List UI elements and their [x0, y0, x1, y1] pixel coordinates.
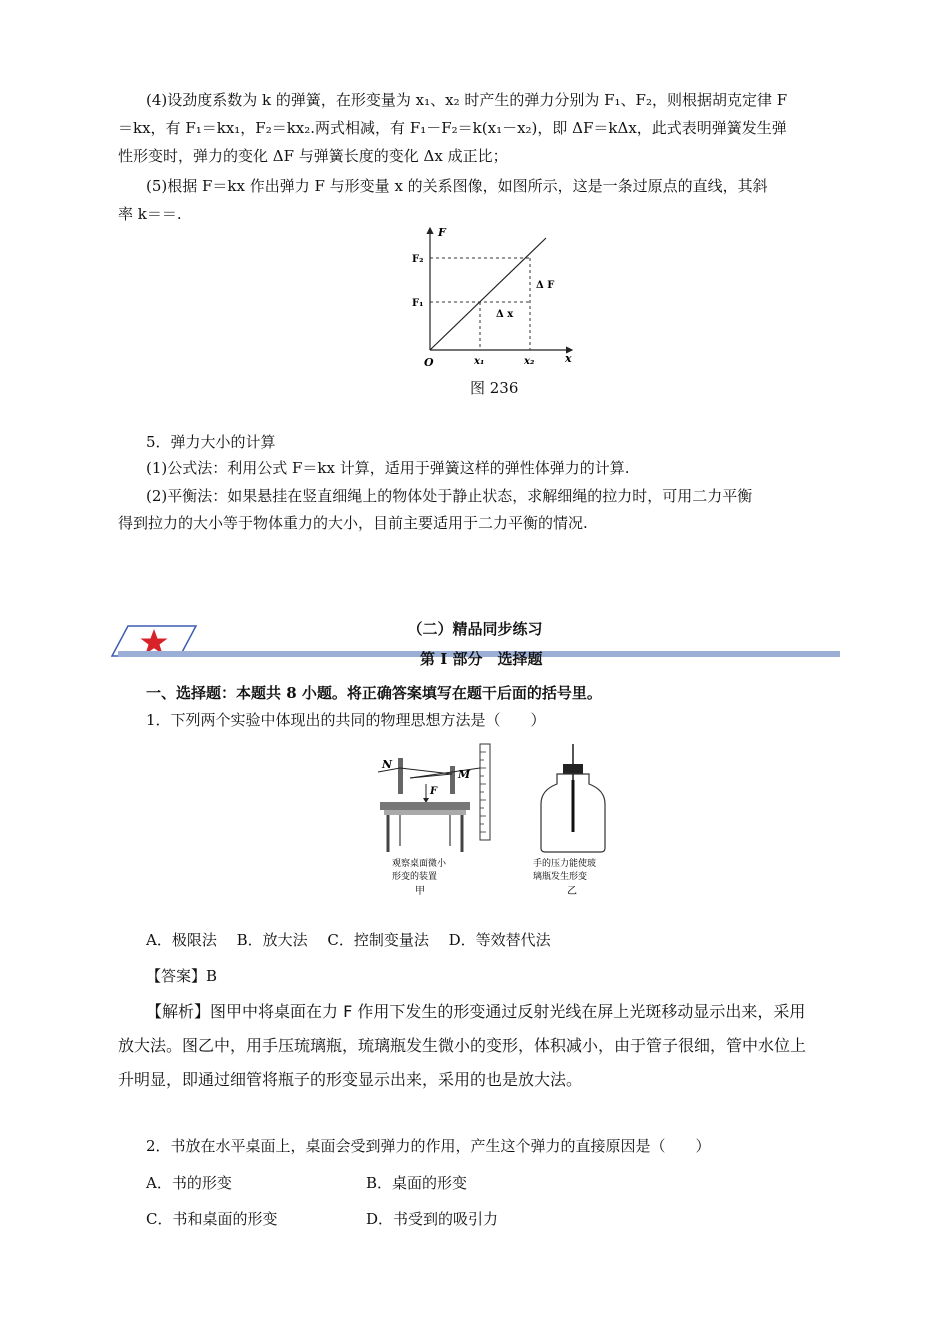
yi-label: 乙 — [567, 886, 577, 897]
calc-title: 5．弹力大小的计算 — [146, 433, 276, 451]
label-n: N — [382, 758, 393, 771]
delta-f-label: Δ F — [536, 280, 555, 291]
label-f: F — [430, 786, 438, 797]
q2-option-c: C．书和桌面的形变 — [146, 1210, 278, 1228]
q1-figure-yi — [525, 740, 625, 900]
force-displacement-graph — [400, 222, 580, 372]
sec4-line1: (4)设劲度系数为 k 的弹簧，在形变量为 x₁、x₂ 时产生的弹力分别为 F₁、F₂，则根据胡克定律 F — [146, 91, 788, 109]
jia-caption-2: 形变的装置 — [392, 872, 438, 882]
x1-label: x₁ — [474, 356, 485, 367]
sec4-line3: 性形变时，弹力的变化 ΔF 与弹簧长度的变化 Δx 成正比； — [118, 147, 508, 165]
choice-instruction: 一、选择题：本题共 8 小题。将正确答案填写在题干后面的括号里。 — [146, 684, 602, 702]
q1-options: A．极限法 B．放大法 C．控制变量法 D．等效替代法 — [146, 931, 551, 949]
graph-caption: 图 236 — [470, 379, 519, 397]
q1-stem: 1．下列两个实验中体现出的共同的物理思想方法是（ ） — [146, 711, 546, 729]
calc-method2b: 得到拉力的大小等于物体重力的大小，目前主要适用于二力平衡的情况. — [118, 514, 588, 532]
calc-method2a: (2)平衡法：如果悬挂在竖直细绳上的物体处于静止状态，求解细绳的拉力时，可用二力平衡 — [146, 487, 753, 505]
y-axis-label: F — [438, 226, 446, 239]
yi-caption-2: 璃瓶发生形变 — [533, 872, 588, 882]
jia-label: 甲 — [415, 886, 425, 897]
f1-label: F₁ — [412, 298, 424, 309]
kx-line — [430, 238, 546, 350]
q2-option-a: A．书的形变 — [146, 1174, 232, 1192]
calc-method1: (1)公式法：利用公式 F＝kx 计算，适用于弹簧这样的弹性体弹力的计算. — [146, 459, 630, 477]
q1-analysis-2: 放大法。图乙中，用手压琉璃瓶，琉璃瓶发生微小的变形，体积减小，由于管子很细，管中水位上 — [118, 1036, 807, 1055]
yi-caption-1: 手的压力能使玻 — [533, 859, 597, 869]
q1-answer: 【答案】B — [146, 967, 218, 985]
jia-caption-1: 观察桌面微小 — [392, 859, 447, 869]
sec4-line2: ＝kx，有 F₁＝kx₁，F₂＝kx₂.两式相减，有 F₁－F₂＝k(x₁－x₂)，即 ΔF＝kΔx，此式表明弹簧发生弹 — [118, 119, 787, 137]
q1-analysis-1: 【解析】图甲中将桌面在力 F 作用下发生的形变通过反射光线在屏上光斑移动显示出来，采用 — [146, 1002, 806, 1021]
sec5-line1: (5)根据 F＝kx 作出弹力 F 与形变量 x 的关系图像，如图所示，这是一条过原点的直线，其斜 — [146, 177, 768, 195]
q1-figure-jia — [370, 740, 510, 900]
origin-label: O — [424, 356, 434, 369]
practice-title: （二）精品同步练习 — [407, 620, 543, 638]
delta-x-label: Δ x — [496, 309, 514, 320]
q2-option-b: B．桌面的形变 — [366, 1174, 468, 1192]
practice-subtitle: 第 I 部分 选择题 — [420, 650, 543, 668]
x2-label: x₂ — [524, 356, 535, 367]
x-axis-label: x — [565, 352, 572, 365]
label-m: M — [458, 768, 471, 781]
f2-label: F₂ — [412, 254, 424, 265]
q1-analysis-3: 升明显，即通过细管将瓶子的形变显示出来，采用的也是放大法。 — [118, 1070, 583, 1089]
sec5-line2: 率 k＝＝. — [118, 205, 182, 223]
q2-option-d: D．书受到的吸引力 — [366, 1210, 499, 1228]
q2-stem: 2．书放在水平桌面上，桌面会受到弹力的作用，产生这个弹力的直接原因是（ ） — [146, 1137, 711, 1155]
